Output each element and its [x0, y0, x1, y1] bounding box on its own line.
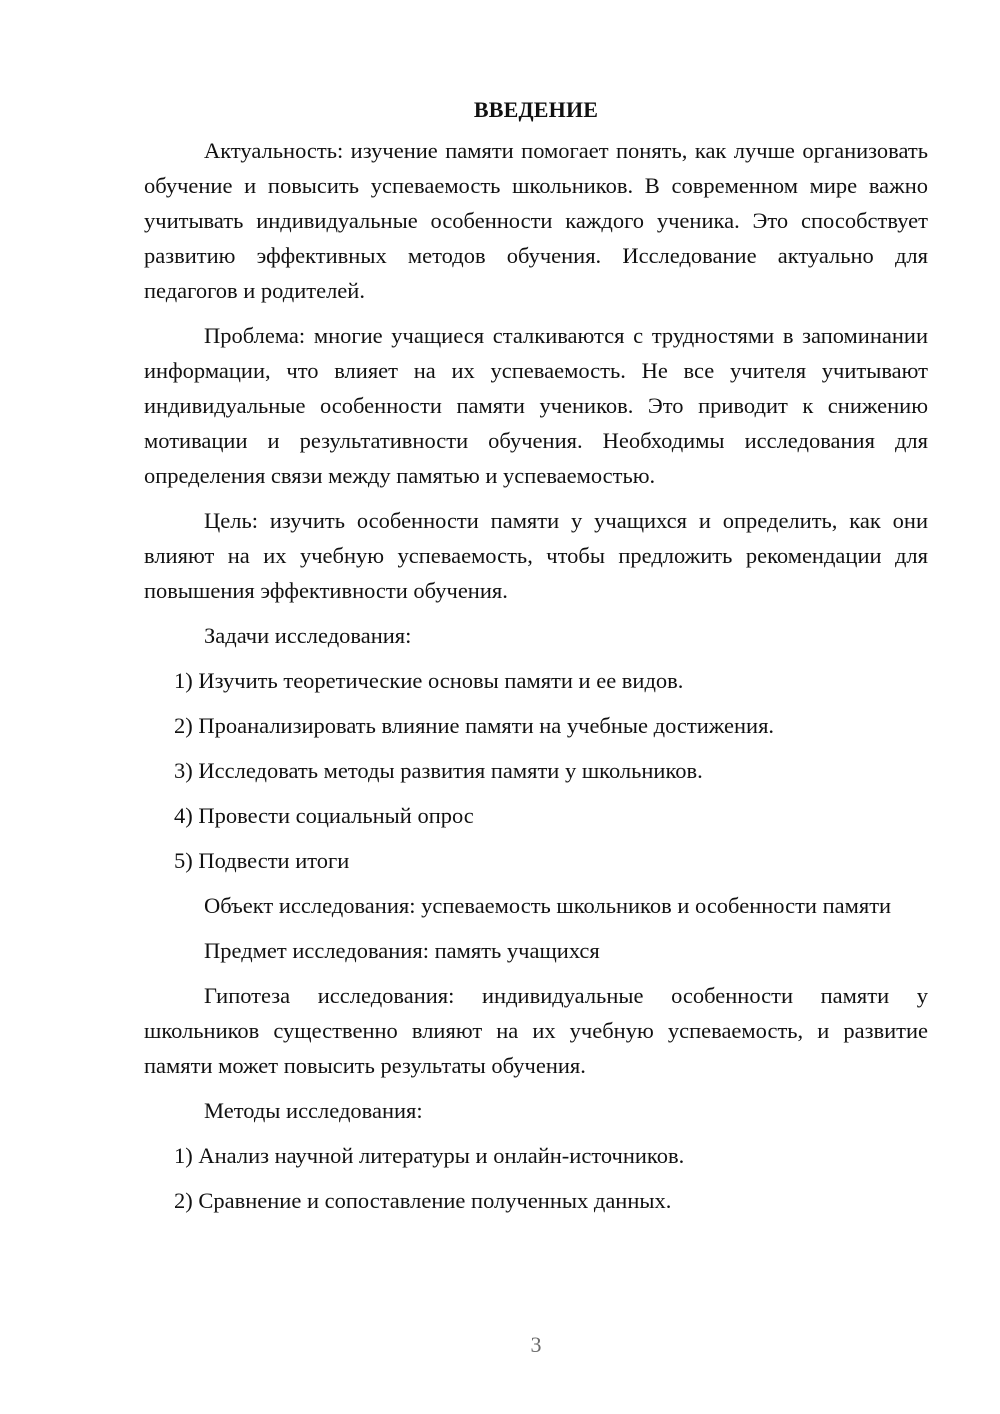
list-item: 4) Провести социальный опрос — [174, 803, 474, 828]
object-paragraph: Объект исследования: успеваемость школьников и особенности памяти — [204, 893, 892, 918]
page-number: 3 — [530, 1332, 542, 1357]
relevance-paragraph: Актуальность: изучение памяти помогает понять, как лучше организовать обучение и повысить успеваемость школьников. В современном мире важно учитывать индивидуальные особенности каждого ученика. Это способствует развитию эффективных методов обучения. Исследование актуально для педагогов и родителей. — [144, 138, 928, 303]
goal-paragraph: Цель: изучить особенности памяти у учащихся и определить, как они влияют на их учебную успеваемость, чтобы предложить рекомендации для повышения эффективности обучения. — [144, 508, 928, 603]
page-title: ВВЕДЕНИЕ — [473, 97, 599, 122]
hypothesis-paragraph: Гипотеза исследования: индивидуальные особенности памяти у школьников существенно влияют на их учебную успеваемость, и развитие памяти может повысить результаты обучения. — [144, 983, 928, 1078]
methods-list — [144, 1138, 928, 1218]
list-item: 2) Сравнение и сопоставление полученных данных. — [174, 1188, 672, 1213]
list-item: 5) Подвести итоги — [174, 848, 350, 873]
problem-paragraph: Проблема: многие учащиеся сталкиваются с трудностями в запоминании информации, что влияет на их успеваемость. Не все учителя учитывают индивидуальные особенности памяти учеников. Это приводит к снижению мотивации и результативности обучения. Необходимы исследования для определения связи между памятью и успеваемостью. — [144, 323, 928, 488]
tasks-title: Задачи исследования: — [204, 623, 412, 648]
methods-title: Методы исследования: — [204, 1098, 423, 1123]
tasks-list — [144, 663, 928, 878]
page-content — [144, 92, 928, 1228]
list-item: 2) Проанализировать влияние памяти на учебные достижения. — [174, 713, 775, 738]
list-item: 1) Изучить теоретические основы памяти и ее видов. — [174, 668, 684, 693]
list-item: 3) Исследовать методы развития памяти у школьников. — [174, 758, 703, 783]
list-item: 1) Анализ научной литературы и онлайн-источников. — [174, 1143, 685, 1168]
subject-paragraph: Предмет исследования: память учащихся — [204, 938, 600, 963]
